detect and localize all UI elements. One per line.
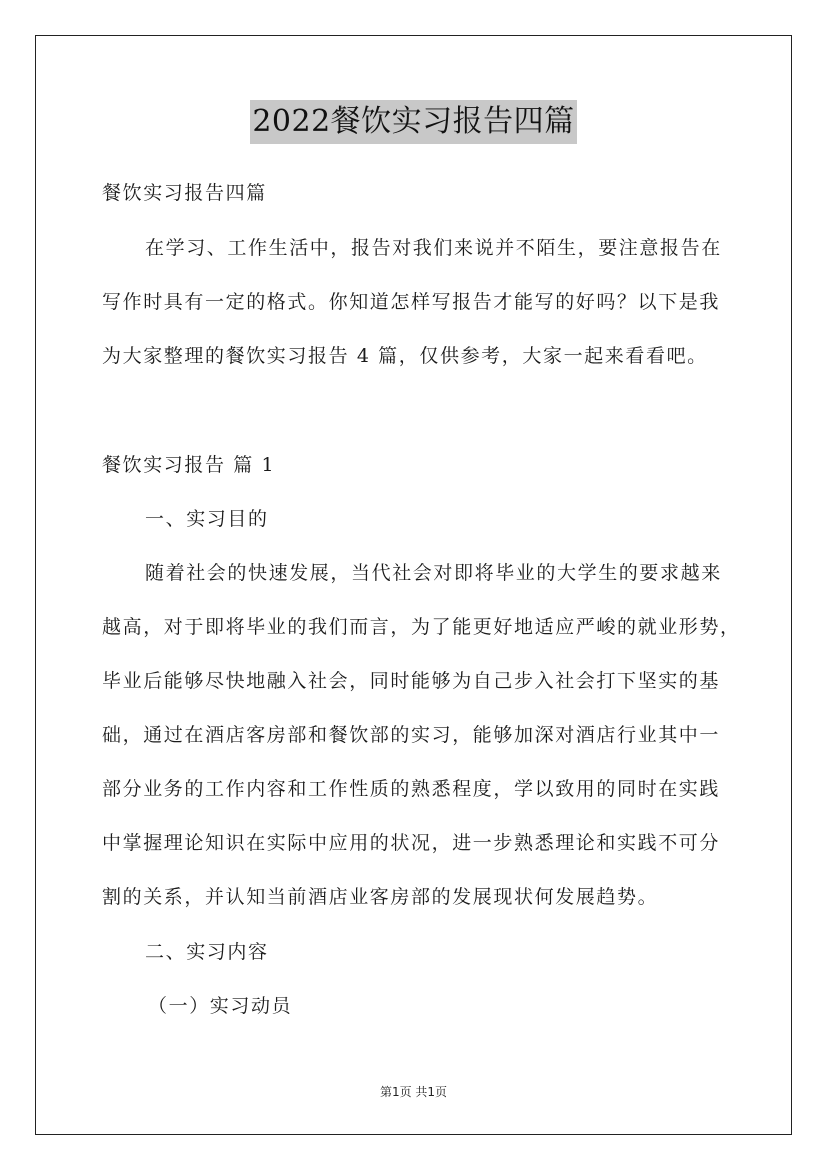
- heading-purpose: 一、实习目的: [145, 508, 269, 530]
- document-title: 2022餐饮实习报告四篇: [250, 100, 576, 144]
- intro-paragraph-line: 为大家整理的餐饮实习报告 4 篇，仅供参考，大家一起来看看吧。: [102, 345, 708, 367]
- body-paragraph-line: 毕业后能够尽快地融入社会，同时能够为自己步入社会打下坚实的基: [102, 670, 721, 692]
- section-heading: 餐饮实习报告 篇 1: [102, 454, 276, 476]
- body-paragraph-line: 随着社会的快速发展，当代社会对即将毕业的大学生的要求越来: [145, 562, 722, 584]
- page-footer: 第1页 共1页: [379, 1085, 448, 1099]
- body-paragraph-line: 中掌握理论知识在实际中应用的状况，进一步熟悉理论和实践不可分: [102, 832, 721, 854]
- intro-paragraph-line: 在学习、工作生活中，报告对我们来说并不陌生，要注意报告在: [145, 237, 722, 259]
- body-paragraph-line: 越高，对于即将毕业的我们而言，为了能更好地适应严峻的就业形势，: [102, 616, 741, 638]
- subheading-mobilization: （一）实习动员: [148, 995, 293, 1017]
- title-container: [0, 100, 827, 144]
- body-paragraph-line: 部分业务的工作内容和工作性质的熟悉程度，学以致用的同时在实践: [102, 778, 721, 800]
- intro-paragraph-line: 写作时具有一定的格式。你知道怎样写报告才能写的好吗？以下是我: [102, 291, 721, 313]
- body-paragraph-line: 础，通过在酒店客房部和餐饮部的实习，能够加深对酒店行业其中一: [102, 724, 721, 746]
- document-subtitle: 餐饮实习报告四篇: [102, 182, 267, 204]
- body-paragraph-line: 割的关系，并认知当前酒店业客房部的发展现状何发展趋势。: [102, 886, 659, 908]
- heading-content: 二、实习内容: [145, 941, 269, 963]
